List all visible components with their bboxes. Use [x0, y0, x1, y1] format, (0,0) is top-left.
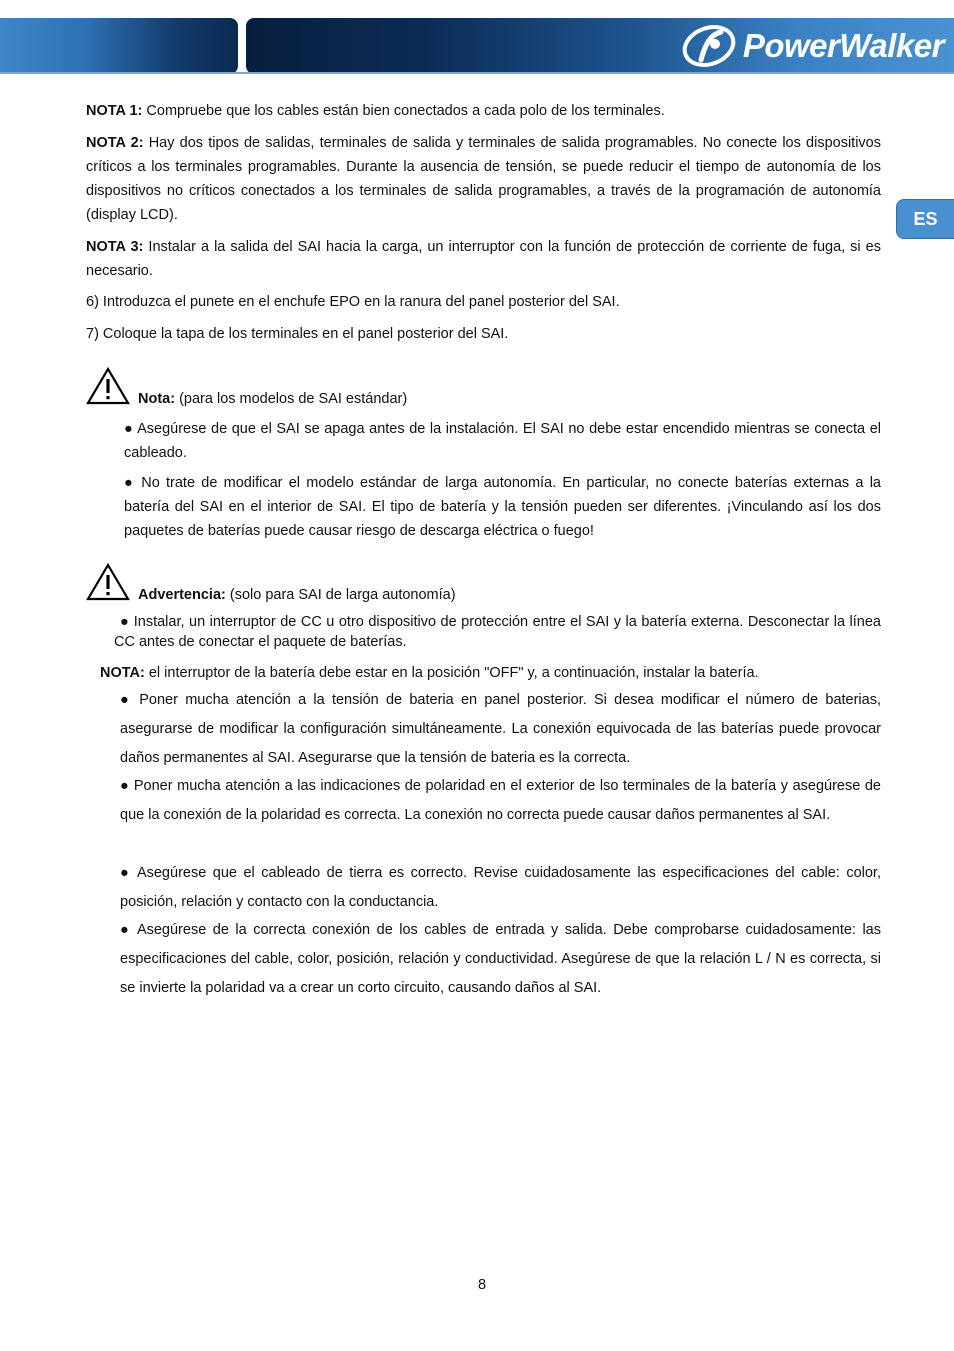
language-tab-es[interactable]: ES — [896, 199, 954, 239]
warning-bullet-3: ● Asegúrese que el cableado de tierra es correcto. Revise cuidadosamente las especificaciones del cable: color, posición, relación y contacto con la conductancia. — [120, 865, 881, 910]
note-section-heading — [138, 387, 881, 411]
step-7: 7) Coloque la tapa de los terminales en el panel posterior del SAI. — [86, 326, 509, 342]
warning-section-label: Advertencia: — [138, 587, 226, 603]
note-bullet-2: ● No trate de modificar el modelo estándar de larga autonomía. En particular, no conecte baterías externas a la batería del SAI en el interior de SAI. El tipo de batería y la tensión pueden ser diferentes. ¡Vinculando así los dos paquetes de baterías puede causar riesgo de descarga eléctrica o fuego! — [124, 475, 881, 539]
note-2-text: Hay dos tipos de salidas, terminales de salida y terminales de salida programables. No conecte los dispositivos críticos a los terminales programables. Durante la ausencia de tensión, se puede reducir el tiempo de autonomía de los dispositivos no críticos conectados a los terminales de salida programables, a través de la programación de autonomía (display LCD). — [86, 135, 881, 223]
page-number: 8 — [477, 1277, 487, 1293]
banner-underline — [0, 72, 954, 74]
note-3 — [86, 235, 881, 283]
powerwalker-logo — [681, 22, 944, 70]
warning-nota-label: NOTA: — [100, 665, 145, 681]
warning-bullet-2: ● Poner mucha atención a las indicaciones de polaridad en el exterior de lso terminales de la batería y asegúrese de que la conexión de la polaridad es correcta. La conexión no correcta puede causar daños permanentes al SAI. — [120, 778, 881, 823]
warning-nota — [100, 661, 881, 685]
banner-left-segment — [0, 18, 238, 74]
warning-nota-text: el interruptor de la batería debe estar en la posición "OFF" y, a continuación, instalar la batería. — [144, 665, 759, 681]
step-6: 6) Introduzca el punete en el enchufe EPO en la ranura del panel posterior del SAI. — [86, 294, 620, 310]
note-2 — [86, 131, 881, 227]
warning-bullet-main: ● Instalar, un interruptor de CC u otro dispositivo de protección entre el SAI y la batería externa. Desconectar la línea CC antes de conectar el paquete de baterías. — [114, 614, 881, 650]
powerwalker-swirl-icon — [681, 24, 739, 68]
note-2-label: NOTA 2: — [86, 135, 144, 151]
note-1 — [86, 99, 881, 123]
brand-name: PowerWalker — [742, 27, 944, 64]
note-section-label: Nota: — [138, 391, 176, 407]
warning-triangle-icon — [86, 563, 130, 601]
note-section-text: (para los modelos de SAI estándar) — [175, 391, 408, 407]
warning-bullet-1: ● Poner mucha atención a la tensión de bateria en panel posterior. Si desea modificar el número de baterias, asegurarse de modificar la configuración simultáneamente. La conexión equivocada de las baterías puede provocar daños permanentes al SAI. Asegurarse que la tensión de bateria es la correcta. — [120, 692, 881, 766]
note-1-label: NOTA 1: — [86, 103, 143, 119]
note-3-text: Instalar a la salida del SAI hacia la carga, un interruptor con la función de protección de corriente de fuga, si es necesario. — [86, 239, 881, 279]
warning-section-text: (solo para SAI de larga autonomía) — [225, 587, 456, 603]
note-1-text: Compruebe que los cables están bien conectados a cada polo de los terminales. — [142, 103, 665, 119]
warning-triangle-icon — [86, 367, 130, 405]
note-bullet-1: ● Asegúrese de que el SAI se apaga antes de la instalación. El SAI no debe estar encendido mientras se conecta el cableado. — [124, 421, 881, 461]
warning-section-heading — [138, 583, 881, 607]
banner-right-segment — [246, 18, 954, 74]
warning-bullet-4: ● Asegúrese de la correcta conexión de los cables de entrada y salida. Debe comprobarse cuidadosamente: las especificaciones del cable, color, posición, relación y conductividad. Asegúrese de que la relación L / N es correcta, si se invierte la polaridad va a crear un corto circuito, causando daños al SAI. — [120, 922, 881, 996]
note-3-label: NOTA 3: — [86, 239, 144, 255]
header-banner — [0, 18, 954, 74]
